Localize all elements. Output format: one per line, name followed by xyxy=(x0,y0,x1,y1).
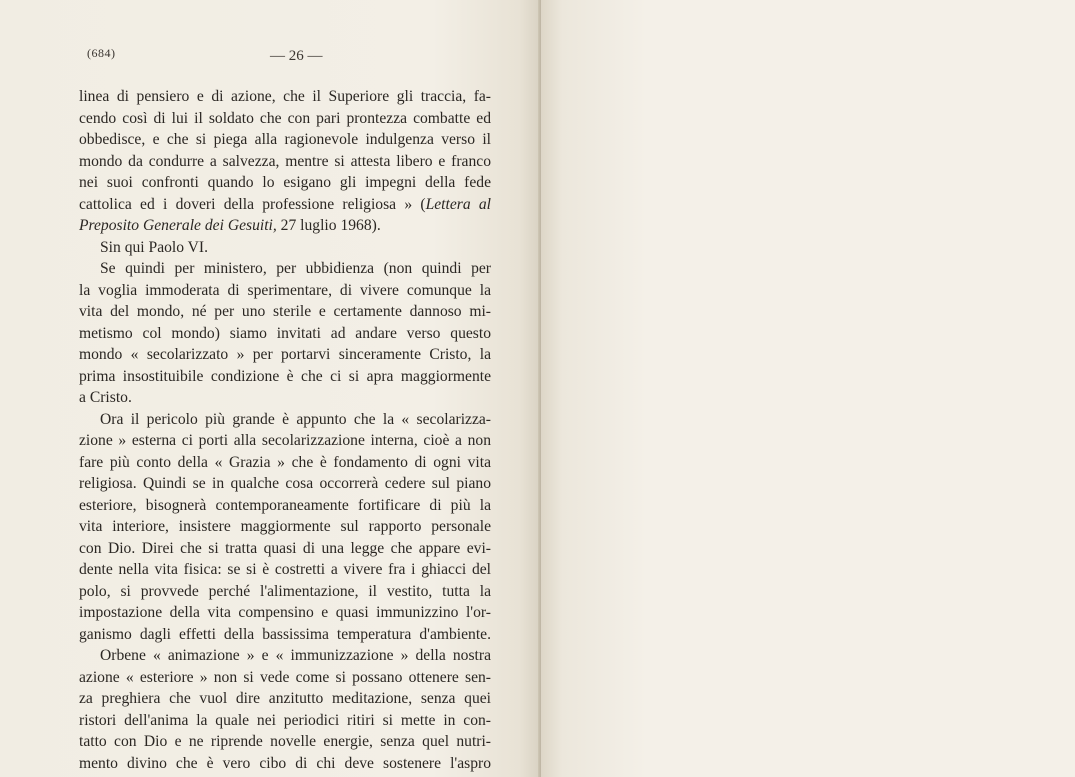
text-line: con Dio. Direi che si tratta quasi di una legge che appare evi- xyxy=(79,539,491,557)
text-line: vita interiore, insistere maggiormente sul rapporto personale xyxy=(79,518,491,535)
text-line: prima insostituibile condizione è che ci si apra maggiormente xyxy=(79,367,491,385)
text-line: fare più conto della « Grazia » che è fondamento di ogni vita xyxy=(79,453,491,471)
text-line: nei suoi confronti quando lo esigano gli impegni della fede xyxy=(79,174,491,191)
left-page-number: — 26 — xyxy=(270,48,323,64)
text-line: vita del mondo, né per uno sterile e certamente dannoso mi- xyxy=(79,303,491,320)
left-body-text xyxy=(79,86,491,774)
text-line: mento divino che è vero cibo di chi deve sostenere l'aspro xyxy=(79,754,491,772)
text-line: Sin qui Paolo VI. xyxy=(100,238,209,256)
text-line: Orbene « animazione » e « immunizzazione » della nostra xyxy=(100,647,491,664)
text-line: azione « esteriore » non si vede come si possano ottenere sen- xyxy=(79,668,491,686)
text-line: la voglia immoderata di sperimentare, di vivere comunque la xyxy=(79,281,491,299)
text-line: ganismo dagli effetti della bassissima temperatura d'ambiente. xyxy=(79,625,491,643)
text-line: mondo « secolarizzato » per portarvi sinceramente Cristo, la xyxy=(79,346,491,363)
text-line: Ora il pericolo più grande è appunto che la « secolarizza- xyxy=(100,410,491,428)
right-page xyxy=(541,0,1075,777)
left-folio: (684) xyxy=(87,46,116,60)
text-line: esteriore, bisognerà contemporaneamente fortificare di più la xyxy=(79,496,491,514)
text-line: tatto con Dio e ne riprende novelle energie, senza quel nutri- xyxy=(79,733,491,750)
text-line: metismo col mondo) siamo invitati ad andare verso questo xyxy=(79,324,491,342)
text-line: a Cristo. xyxy=(79,389,132,406)
text-line: cattolica ed i doveri della professione religiosa » (Lettera al xyxy=(79,195,492,213)
text-line: Preposito Generale dei Gesuiti, 27 luglio 1968). xyxy=(79,217,381,234)
text-line: religiosa. Quindi se in qualche cosa occorrerà cedere sul piano xyxy=(79,475,491,492)
text-line: mondo da condurre a salvezza, mentre si attesta libero e franco xyxy=(79,152,491,170)
text-line: za preghiera che vuol dire anzitutto meditazione, senza quei xyxy=(79,690,491,707)
text-line: ristori dell'anima la quale nei periodici ritiri si mette in con- xyxy=(79,711,491,729)
text-line: linea di pensiero e di azione, che il Superiore gli traccia, fa- xyxy=(79,88,491,105)
text-line: polo, si provvede perché l'alimentazione, il vestito, tutta la xyxy=(79,582,491,600)
text-line: impostazione della vita compensino e quasi immunizzino l'or- xyxy=(79,604,491,621)
text-line: zione » esterna ci porti alla secolarizzazione interna, cioè a non xyxy=(79,432,491,449)
text-line: obbedisce, e che si piega alla ragionevole indulgenza verso il xyxy=(79,131,491,148)
text-line: cendo così di lui il soldato che con pari prontezza combatte ed xyxy=(79,109,491,127)
text-line: dente nella vita fisica: se si è costretti a vivere fra i ghiacci del xyxy=(79,561,491,578)
text-line: Se quindi per ministero, per ubbidienza (non quindi per xyxy=(100,260,491,277)
